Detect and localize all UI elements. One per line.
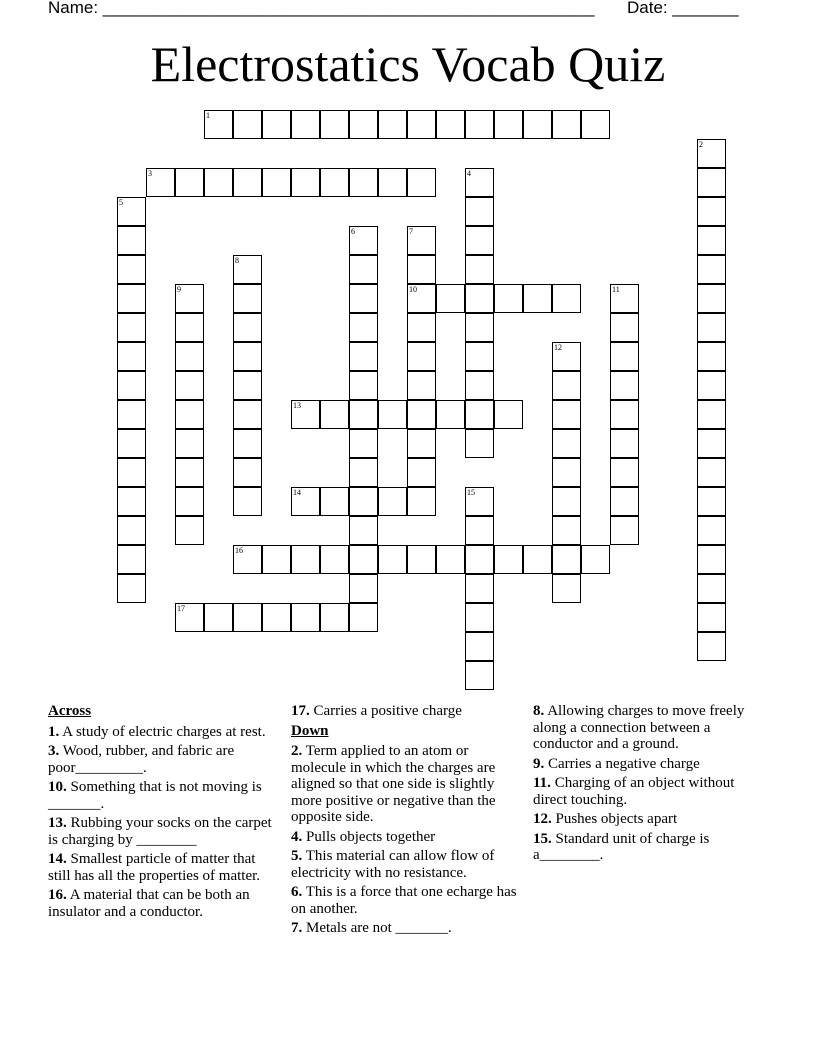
clue-number: 6	[351, 227, 355, 236]
clue-number: 4	[467, 169, 471, 178]
grid-cell[interactable]	[117, 284, 146, 313]
grid-cell[interactable]	[349, 516, 378, 545]
grid-cell[interactable]	[349, 574, 378, 603]
across-clue-14: 14. Smallest particle of matter that still has all the properties of matter.	[48, 851, 261, 884]
grid-cell[interactable]	[407, 487, 436, 516]
grid-cell[interactable]	[117, 574, 146, 603]
down-clue-8: 8. Allowing charges to move freely along a connection between a conductor and a ground.	[533, 703, 745, 752]
grid-cell[interactable]	[523, 545, 552, 574]
grid-cell[interactable]	[117, 371, 146, 400]
grid-cell[interactable]	[117, 516, 146, 545]
clue-number: 9	[177, 285, 181, 294]
clue-number: 10	[409, 285, 417, 294]
clues-column-1	[48, 703, 278, 923]
grid-cell[interactable]	[117, 255, 146, 284]
grid-cell[interactable]	[291, 168, 320, 197]
grid-cell[interactable]	[465, 313, 494, 342]
grid-cell[interactable]	[494, 545, 523, 574]
down-clue-7: 7. Metals are not _______.	[291, 920, 452, 936]
clue-number: 5	[119, 198, 123, 207]
grid-cell[interactable]	[175, 168, 204, 197]
grid-cell[interactable]	[610, 371, 639, 400]
grid-cell[interactable]	[552, 545, 581, 574]
grid-cell[interactable]	[465, 168, 494, 197]
grid-cell[interactable]	[610, 458, 639, 487]
grid-cell[interactable]	[465, 226, 494, 255]
across-clue-10: 10. Something that is not moving is _______.	[48, 779, 262, 812]
grid-cell[interactable]	[552, 371, 581, 400]
grid-cell[interactable]	[175, 371, 204, 400]
grid-cell[interactable]	[610, 284, 639, 313]
grid-cell[interactable]	[697, 255, 726, 284]
across-clue-13: 13. Rubbing your socks on the carpet is charging by ________	[48, 815, 272, 848]
grid-cell[interactable]	[204, 110, 233, 139]
grid-cell[interactable]	[233, 284, 262, 313]
grid-cell[interactable]	[552, 400, 581, 429]
grid-cell[interactable]	[117, 487, 146, 516]
grid-cell[interactable]	[407, 168, 436, 197]
grid-cell[interactable]	[320, 168, 349, 197]
grid-cell[interactable]	[697, 226, 726, 255]
grid-cell[interactable]	[465, 284, 494, 313]
grid-cell[interactable]	[320, 400, 349, 429]
grid-cell[interactable]	[697, 487, 726, 516]
grid-cell[interactable]	[436, 545, 465, 574]
grid-cell[interactable]	[697, 400, 726, 429]
grid-cell[interactable]	[465, 632, 494, 661]
grid-cell[interactable]	[581, 110, 610, 139]
across-heading: Across	[48, 703, 92, 719]
grid-cell[interactable]	[494, 284, 523, 313]
grid-cell[interactable]	[697, 284, 726, 313]
grid-cell[interactable]	[117, 400, 146, 429]
grid-cell[interactable]	[436, 110, 465, 139]
grid-cell[interactable]	[697, 197, 726, 226]
down-clue-6: 6. This is a force that one echarge has on another.	[291, 884, 517, 917]
grid-cell[interactable]	[175, 458, 204, 487]
clue-number: 16	[235, 546, 243, 555]
clue-number: 7	[409, 227, 413, 236]
grid-cell[interactable]	[610, 400, 639, 429]
across-clue-3: 3. Wood, rubber, and fabric are poor_________.	[48, 743, 235, 776]
date-field-label[interactable]: Date: _______	[627, 0, 739, 17]
grid-cell[interactable]	[407, 371, 436, 400]
grid-cell[interactable]	[465, 516, 494, 545]
grid-cell[interactable]	[146, 168, 175, 197]
grid-cell[interactable]	[552, 487, 581, 516]
grid-cell[interactable]	[494, 110, 523, 139]
grid-cell[interactable]	[349, 168, 378, 197]
down-clue-4: 4. Pulls objects together	[291, 828, 436, 845]
grid-cell[interactable]	[175, 487, 204, 516]
grid-cell[interactable]	[233, 400, 262, 429]
grid-cell[interactable]	[378, 168, 407, 197]
grid-cell[interactable]	[117, 429, 146, 458]
grid-cell[interactable]	[204, 603, 233, 632]
grid-cell[interactable]	[407, 313, 436, 342]
page-title: Electrostatics Vocab Quiz	[150, 36, 666, 92]
clue-number: 15	[467, 488, 475, 497]
clue-number: 12	[554, 343, 562, 352]
grid-cell[interactable]	[697, 371, 726, 400]
grid-cell[interactable]	[262, 545, 291, 574]
grid-cell[interactable]	[465, 487, 494, 516]
grid-cell[interactable]	[407, 110, 436, 139]
grid-cell[interactable]	[233, 255, 262, 284]
grid-cell[interactable]	[407, 226, 436, 255]
grid-cell[interactable]	[233, 429, 262, 458]
grid-cell[interactable]	[233, 110, 262, 139]
grid-cell[interactable]	[262, 603, 291, 632]
grid-cell[interactable]	[233, 313, 262, 342]
grid-cell[interactable]	[465, 603, 494, 632]
grid-cell[interactable]	[291, 487, 320, 516]
grid-cell[interactable]	[262, 168, 291, 197]
grid-cell[interactable]	[407, 429, 436, 458]
grid-cell[interactable]	[407, 255, 436, 284]
grid-cell[interactable]	[610, 313, 639, 342]
grid-cell[interactable]	[552, 110, 581, 139]
across-clue-17: 17. Carries a positive charge	[291, 703, 462, 719]
grid-cell[interactable]	[465, 429, 494, 458]
grid-cell[interactable]	[523, 110, 552, 139]
grid-cell[interactable]	[697, 313, 726, 342]
down-heading: Down	[291, 722, 329, 739]
grid-cell[interactable]	[320, 110, 349, 139]
clue-number: 2	[699, 140, 703, 149]
grid-cell[interactable]	[378, 110, 407, 139]
clue-number: 11	[612, 285, 620, 294]
clues-column-2	[291, 703, 527, 940]
grid-cell[interactable]	[233, 168, 262, 197]
grid-cell[interactable]	[349, 342, 378, 371]
grid-cell[interactable]	[610, 487, 639, 516]
grid-cell[interactable]	[233, 371, 262, 400]
grid-cell[interactable]	[175, 342, 204, 371]
grid-cell[interactable]	[349, 429, 378, 458]
grid-cell[interactable]	[436, 400, 465, 429]
grid-cell[interactable]	[697, 342, 726, 371]
grid-cell[interactable]	[552, 342, 581, 371]
grid-cell[interactable]	[349, 313, 378, 342]
grid-cell[interactable]	[610, 516, 639, 545]
grid-cell[interactable]	[175, 516, 204, 545]
grid-cell[interactable]	[552, 458, 581, 487]
grid-cell[interactable]	[697, 545, 726, 574]
grid-cell[interactable]	[378, 545, 407, 574]
grid-cell[interactable]	[349, 226, 378, 255]
grid-cell[interactable]	[349, 487, 378, 516]
grid-cell[interactable]	[349, 255, 378, 284]
grid-cell[interactable]	[233, 487, 262, 516]
clues-column-3	[533, 703, 753, 867]
grid-cell[interactable]	[494, 400, 523, 429]
down-clue-15: 15. Standard unit of charge is a________.	[533, 830, 710, 863]
grid-cell[interactable]	[465, 574, 494, 603]
grid-cell[interactable]	[697, 139, 726, 168]
grid-cell[interactable]	[349, 603, 378, 632]
grid-cell[interactable]	[697, 603, 726, 632]
down-clue-2: 2. Term applied to an atom or molecule in which the charges are aligned so that one side is slightly more positive or negative than the opposite side.	[291, 743, 496, 825]
grid-cell[interactable]	[465, 371, 494, 400]
grid-cell[interactable]	[291, 603, 320, 632]
grid-cell[interactable]	[117, 197, 146, 226]
grid-cell[interactable]	[233, 458, 262, 487]
grid-cell[interactable]	[378, 487, 407, 516]
grid-cell[interactable]	[697, 574, 726, 603]
grid-cell[interactable]	[349, 545, 378, 574]
across-clue-1: 1. A study of electric charges at rest.	[48, 723, 266, 740]
grid-cell[interactable]	[233, 342, 262, 371]
clue-number: 13	[293, 401, 301, 410]
grid-cell[interactable]	[204, 168, 233, 197]
grid-cell[interactable]	[291, 110, 320, 139]
down-clue-5: 5. This material can allow flow of electricity with no resistance.	[291, 848, 495, 881]
grid-cell[interactable]	[407, 545, 436, 574]
grid-cell[interactable]	[407, 342, 436, 371]
grid-cell[interactable]	[465, 661, 494, 690]
grid-cell[interactable]	[436, 284, 465, 313]
down-clue-9: 9. Carries a negative charge	[533, 755, 700, 772]
grid-cell[interactable]	[233, 545, 262, 574]
grid-cell[interactable]	[349, 400, 378, 429]
grid-cell[interactable]	[697, 458, 726, 487]
grid-cell[interactable]	[407, 400, 436, 429]
grid-cell[interactable]	[175, 400, 204, 429]
down-clue-12: 12. Pushes objects apart	[533, 811, 678, 827]
name-field-label[interactable]: Name: ____________________________________________________	[48, 0, 595, 17]
grid-cell[interactable]	[175, 284, 204, 313]
grid-cell[interactable]	[697, 168, 726, 197]
grid-cell[interactable]	[117, 545, 146, 574]
clue-number: 3	[148, 169, 152, 178]
grid-cell[interactable]	[117, 313, 146, 342]
clue-number: 1	[206, 111, 210, 120]
clue-number: 17	[177, 604, 185, 613]
grid-cell[interactable]	[552, 516, 581, 545]
grid-cell[interactable]	[262, 110, 291, 139]
grid-cell[interactable]	[407, 458, 436, 487]
across-clue-16: 16. A material that can be both an insulator and a conductor.	[48, 887, 250, 920]
grid-cell[interactable]	[378, 400, 407, 429]
grid-cell[interactable]	[552, 284, 581, 313]
grid-cell[interactable]	[320, 603, 349, 632]
grid-cell[interactable]	[320, 545, 349, 574]
grid-cell[interactable]	[175, 313, 204, 342]
grid-cell[interactable]	[465, 342, 494, 371]
grid-cell[interactable]	[610, 342, 639, 371]
grid-cell[interactable]	[407, 284, 436, 313]
grid-cell[interactable]	[349, 284, 378, 313]
down-clue-11: 11. Charging of an object without direct touching.	[533, 775, 735, 808]
grid-cell[interactable]	[523, 284, 552, 313]
grid-cell[interactable]	[291, 545, 320, 574]
grid-cell[interactable]	[349, 110, 378, 139]
grid-cell[interactable]	[233, 603, 262, 632]
grid-cell[interactable]	[291, 400, 320, 429]
grid-cell[interactable]	[465, 255, 494, 284]
grid-cell[interactable]	[175, 603, 204, 632]
clue-number: 14	[293, 488, 301, 497]
grid-cell[interactable]	[465, 400, 494, 429]
grid-cell[interactable]	[697, 632, 726, 661]
grid-cell[interactable]	[610, 429, 639, 458]
grid-cell[interactable]	[552, 574, 581, 603]
clue-number: 8	[235, 256, 239, 265]
grid-cell[interactable]	[465, 197, 494, 226]
grid-cell[interactable]	[552, 429, 581, 458]
grid-cell[interactable]	[320, 487, 349, 516]
grid-cell[interactable]	[465, 545, 494, 574]
grid-cell[interactable]	[465, 110, 494, 139]
grid-cell[interactable]	[349, 371, 378, 400]
grid-cell[interactable]	[581, 545, 610, 574]
grid-cell[interactable]	[697, 429, 726, 458]
grid-cell[interactable]	[175, 429, 204, 458]
grid-cell[interactable]	[117, 226, 146, 255]
grid-cell[interactable]	[117, 342, 146, 371]
grid-cell[interactable]	[117, 458, 146, 487]
grid-cell[interactable]	[697, 516, 726, 545]
grid-cell[interactable]	[349, 458, 378, 487]
